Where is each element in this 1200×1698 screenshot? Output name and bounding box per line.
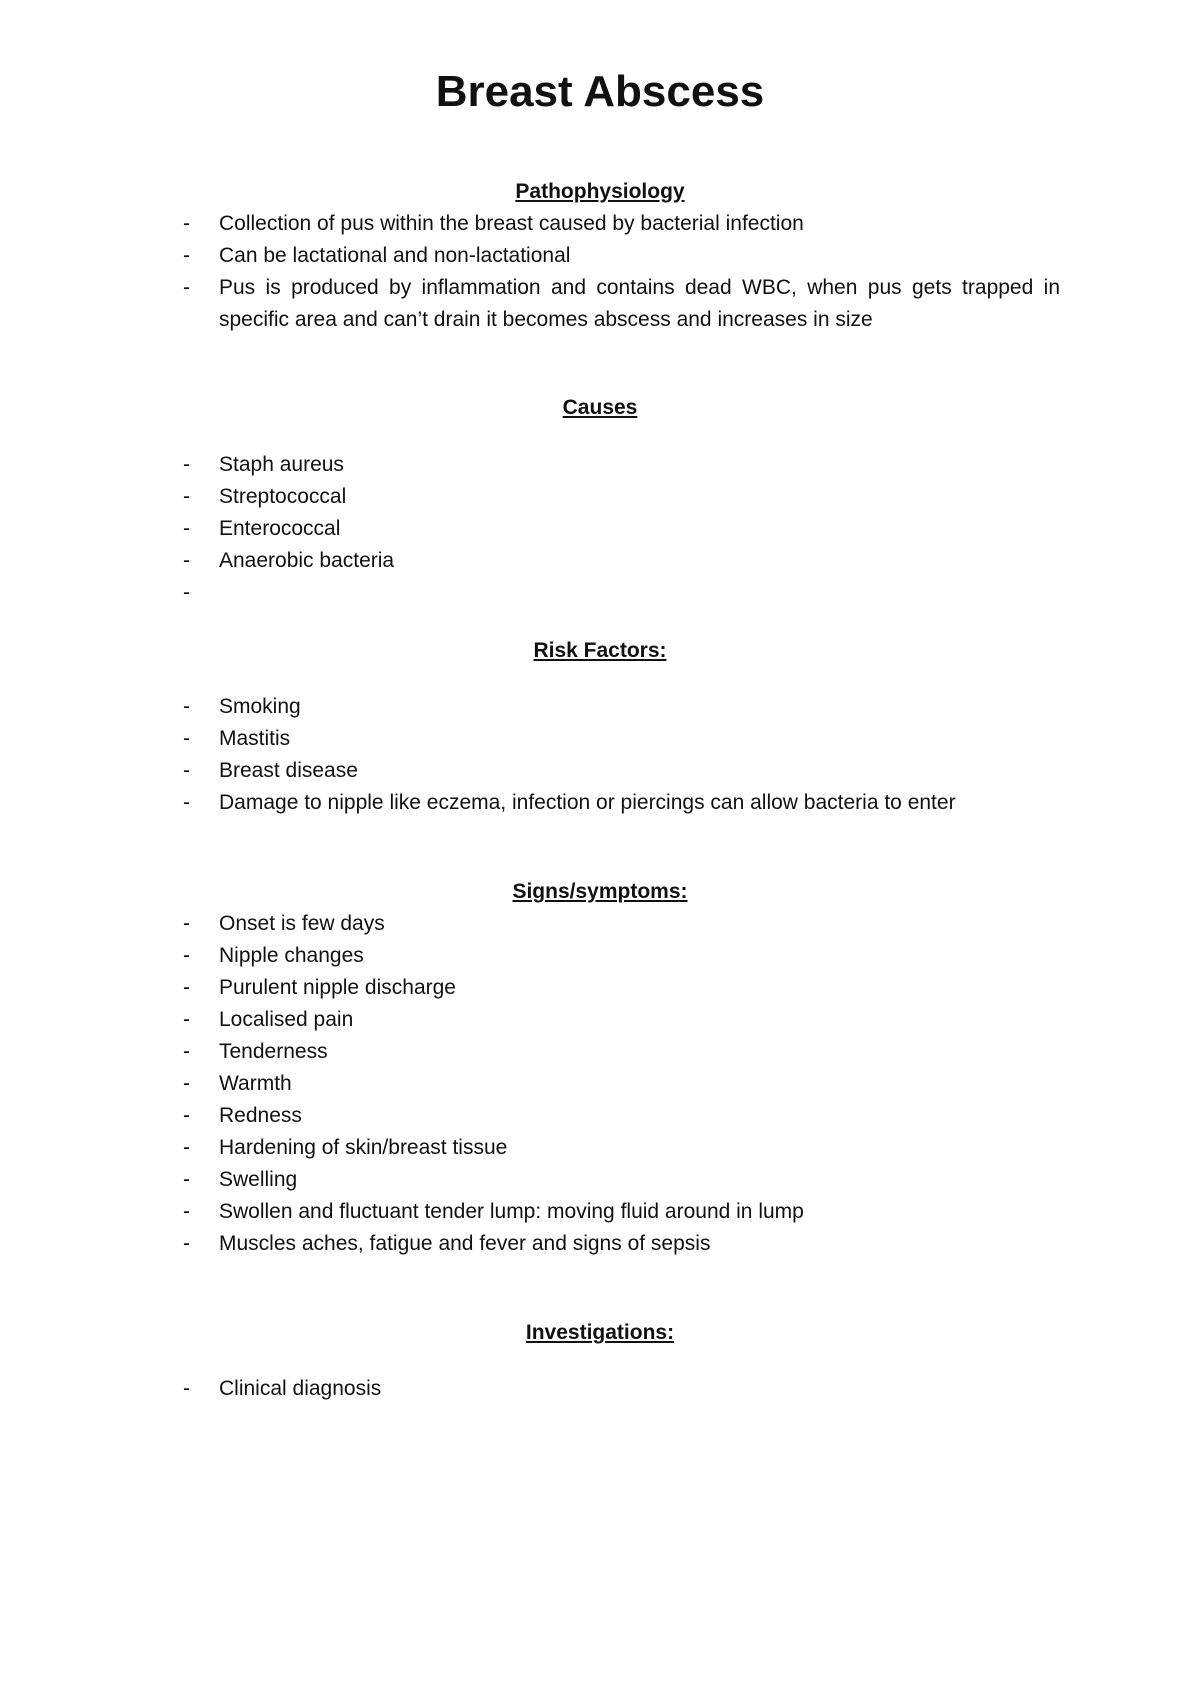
list-item: - Hardening of skin/breast tissue	[183, 1132, 1060, 1164]
list-item: - Redness	[183, 1100, 1060, 1132]
bullet-dash: -	[183, 944, 190, 967]
list-item: - Warmth	[183, 1068, 1060, 1100]
list-item: - Tenderness	[183, 1036, 1060, 1068]
document-title: Breast Abscess	[435, 67, 765, 116]
list-item: - Anaerobic bacteria	[183, 545, 1060, 577]
bullet-dash: -	[183, 1136, 190, 1159]
bullet-dash: -	[183, 912, 190, 935]
section-heading-investigations: Investigations:	[525, 1321, 675, 1344]
bullet-dash: -	[183, 791, 190, 814]
bullet-dash: -	[183, 759, 190, 782]
bullet-dash: -	[183, 1072, 190, 1095]
bullet-dash: -	[183, 212, 190, 235]
list-item: - Collection of pus within the breast caused by bacterial infection	[183, 208, 1060, 240]
list-item: - Breast disease	[183, 755, 1060, 787]
list-item: - Clinical diagnosis	[183, 1373, 1060, 1405]
section-heading-causes: Causes	[562, 396, 638, 419]
list-item: - Swelling	[183, 1164, 1060, 1196]
bullet-dash: -	[183, 976, 190, 999]
bullet-dash: -	[183, 727, 190, 750]
bullet-dash: -	[183, 453, 190, 476]
list-item: - Localised pain	[183, 1004, 1060, 1036]
list-item: - Onset is few days	[183, 908, 1060, 940]
list-causes	[183, 449, 1060, 609]
bullet-dash: -	[183, 517, 190, 540]
bullet-dash: -	[183, 1104, 190, 1127]
bullet-dash: -	[183, 1377, 190, 1400]
bullet-dash: -	[183, 549, 190, 572]
bullet-dash: -	[183, 1008, 190, 1031]
list-item: - Can be lactational and non-lactational	[183, 240, 1060, 272]
bullet-dash: -	[183, 581, 190, 604]
section-heading-signs-symptoms: Signs/symptoms:	[512, 880, 688, 903]
list-item: - Damage to nipple like eczema, infection or piercings can allow bacteria to enter	[183, 787, 1060, 819]
list-item-empty	[183, 577, 1060, 609]
bullet-dash: -	[183, 1040, 190, 1063]
bullet-dash: -	[183, 1232, 190, 1255]
bullet-dash: -	[183, 485, 190, 508]
bullet-dash: -	[183, 1200, 190, 1223]
list-item: - Streptococcal	[183, 481, 1060, 513]
section-heading-risk-factors: Risk Factors:	[533, 639, 667, 662]
list-risk-factors	[183, 691, 1060, 819]
list-item: - Nipple changes	[183, 940, 1060, 972]
section-investigations	[183, 1317, 1060, 1405]
list-investigations	[183, 1373, 1060, 1405]
list-signs-symptoms	[183, 908, 1060, 1260]
section-heading-pathophysiology: Pathophysiology	[515, 180, 685, 203]
section-risk-factors	[183, 635, 1060, 819]
section-pathophysiology	[183, 176, 1060, 336]
list-item: - Pus is produced by inflammation and contains dead WBC, when pus gets trapped in specific area and can’t drain it becomes abscess and increases in size	[183, 272, 1060, 336]
list-item: - Mastitis	[183, 723, 1060, 755]
section-signs-symptoms	[183, 876, 1060, 1260]
bullet-dash: -	[183, 244, 190, 267]
list-item: - Swollen and fluctuant tender lump: moving fluid around in lump	[183, 1196, 1060, 1228]
bullet-dash: -	[183, 695, 190, 718]
list-item: - Purulent nipple discharge	[183, 972, 1060, 1004]
list-pathophysiology	[183, 208, 1060, 336]
bullet-dash: -	[183, 1168, 190, 1191]
list-item: - Staph aureus	[183, 449, 1060, 481]
bullet-dash: -	[183, 276, 190, 299]
list-item: - Enterococcal	[183, 513, 1060, 545]
section-causes	[183, 392, 1060, 609]
list-item: - Smoking	[183, 691, 1060, 723]
list-item: - Muscles aches, fatigue and fever and signs of sepsis	[183, 1228, 1060, 1260]
